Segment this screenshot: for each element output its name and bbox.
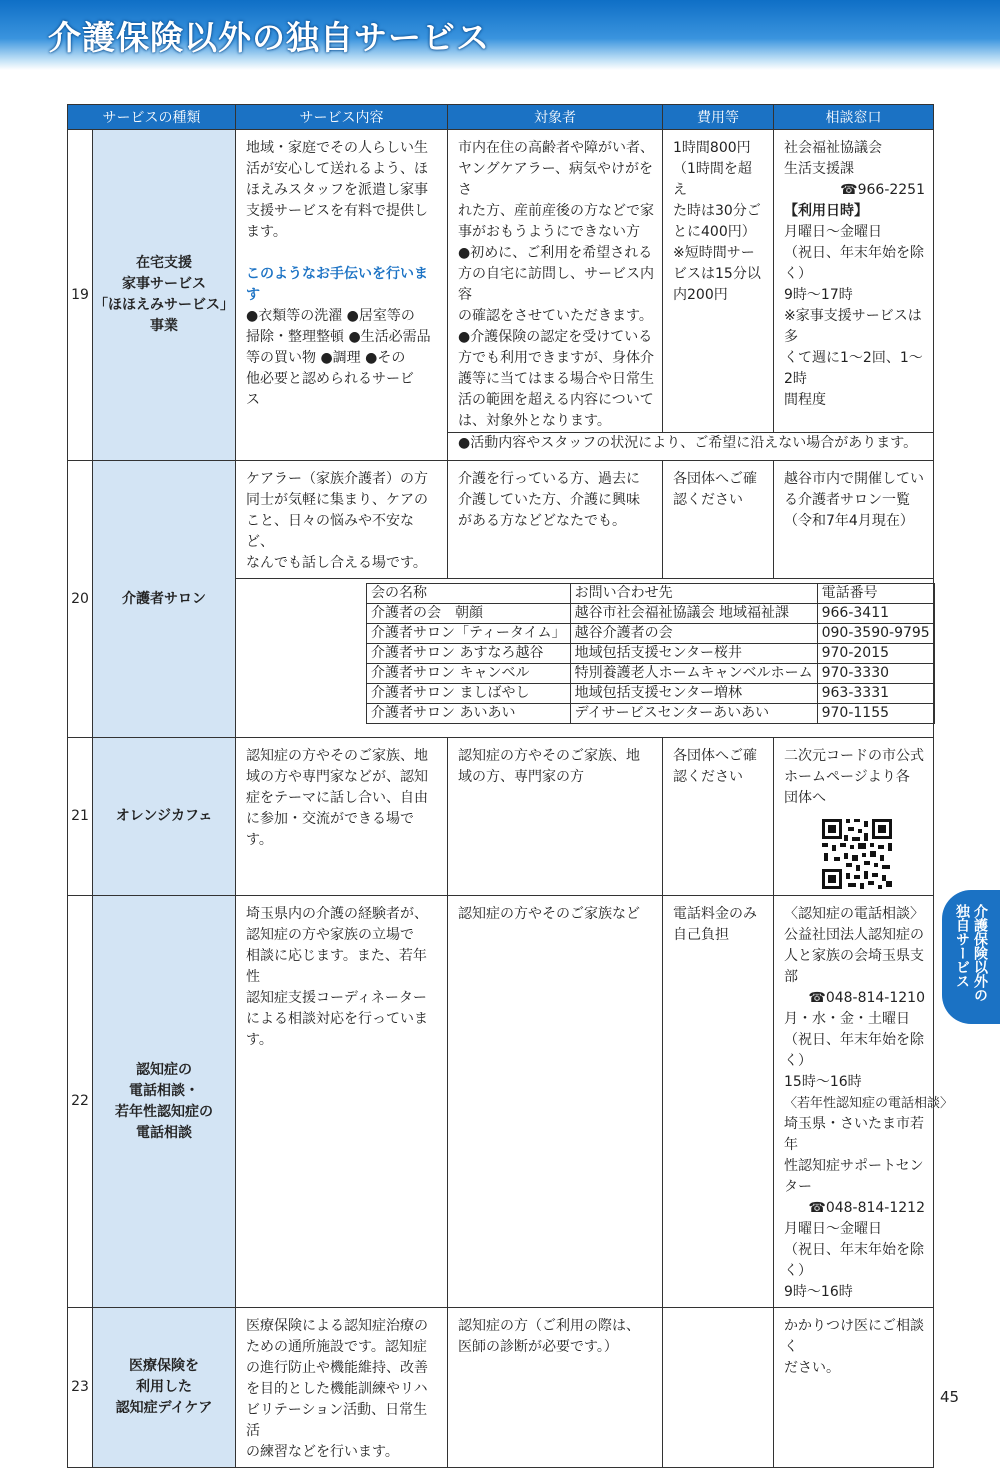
service-name-line: 「ほほえみサービス」 [94, 297, 234, 313]
service-name-line: 利用した [136, 1379, 192, 1395]
service-cost [663, 130, 774, 433]
service-target [448, 738, 663, 896]
service-content [236, 896, 448, 1308]
text-line: に参加・交流ができる場です。 [246, 811, 414, 848]
title-banner [0, 0, 1000, 70]
text-line: 認知症の方や家族の立場で [246, 927, 414, 943]
table-row [68, 896, 934, 1308]
salon-row [367, 604, 935, 624]
text-line: ださい。 [784, 1360, 840, 1376]
text-line: 域の方、専門家の方 [458, 769, 584, 785]
text-line: た時は30分ご [673, 203, 761, 219]
text-line: ※家事支援サービスは多 [784, 308, 922, 345]
service-content [236, 1308, 448, 1468]
text-line: （祝日、年末年始を除く） [784, 245, 924, 282]
text-line: の練習などを行います。 [246, 1444, 399, 1460]
service-name-line: 家事サービス [122, 276, 206, 292]
text-line: （祝日、年末年始を除く） [784, 1242, 924, 1279]
service-cost [663, 461, 774, 579]
text-line: 地域・家庭でその人らしい生 [246, 140, 428, 156]
text-line: 公益社団法人認知症の [784, 927, 924, 943]
salon-contact: 越谷市社会福祉協議会 地域福祉課 [570, 604, 817, 624]
service-name-line: 在宅支援 [136, 255, 192, 271]
service-content [236, 130, 448, 461]
text-line: の確認をさせていただきます。 [458, 308, 653, 324]
salon-header-row [367, 584, 935, 604]
service-contact [774, 1308, 934, 1468]
text-line: 介護していた方、介護に興味 [458, 492, 640, 508]
text-line: 域の方や専門家などが、認知 [246, 769, 428, 785]
service-contact [774, 461, 934, 579]
text-line: す。 [246, 1032, 273, 1048]
service-target [448, 130, 663, 433]
salon-name: 介護者の会 朝顔 [367, 604, 571, 624]
service-name-line: 事業 [150, 318, 178, 334]
header-contact: 相談窓口 [774, 105, 934, 130]
text-line: こと、日々の悩みや不安など、 [246, 513, 414, 550]
text-line: ほえみスタッフを派遣し家事 [246, 182, 428, 198]
text-line: ケアラー（家族介護者）の方 [246, 471, 428, 487]
text-line: 活が安心して送れるよう、ほ [246, 161, 428, 177]
salon-name: 介護者サロン あすなろ越谷 [367, 644, 571, 664]
service-cost [663, 896, 774, 1308]
text-line: 社会福祉協議会 [784, 140, 882, 156]
text-line: 同士が気軽に集まり、ケアの [246, 492, 428, 508]
service-name-line: 認知症の [136, 1061, 192, 1078]
text-line: （祝日、年末年始を除く） [784, 1032, 924, 1069]
text-line: くて週に1～2回、1～2時 [784, 350, 923, 387]
text-line: を目的とした機能訓練やリハ [246, 1381, 428, 1397]
table-row [68, 461, 934, 579]
salon-row [367, 644, 935, 664]
side-tab-line: 独自サービス [954, 904, 970, 988]
text-line: 人と家族の会埼玉県支部 [784, 948, 924, 985]
salon-row [367, 664, 935, 684]
phone-number: ☎048-814-1210 [808, 990, 925, 1006]
text-line: 活の範囲を超える内容について [458, 392, 654, 408]
text-line: 15時～16時 [784, 1074, 862, 1090]
salon-header-tel: 電話番号 [817, 584, 934, 604]
service-content [236, 461, 448, 579]
text-line: 相談に応じます。また、若年性 [246, 948, 427, 985]
phone-number: ☎048-814-1212 [808, 1200, 925, 1216]
text-line: 市内在住の高齢者や障がい者、 [458, 140, 654, 156]
service-name-line: 医療保険を [129, 1358, 199, 1374]
service-target [448, 461, 663, 579]
service-name [93, 738, 236, 896]
text-line: 症をテーマに話し合い、自由 [246, 790, 428, 806]
salon-row [367, 684, 935, 704]
service-contact [774, 130, 934, 433]
service-name-line: 介護者サロン [122, 590, 206, 607]
text-line: ●衣類等の洗濯 ●居室等の [246, 308, 415, 324]
text-line: 各団体へご確 [673, 748, 757, 764]
text-line: 認知症の方やそのご家族、地 [246, 748, 428, 764]
salon-tel: 970-3330 [817, 664, 934, 684]
service-name-line: 電話相談 [136, 1124, 192, 1141]
service-name-line: 若年性認知症の [115, 1103, 213, 1120]
text-line: なんでも話し合える場です。 [246, 555, 427, 571]
service-name-line: 電話相談・ [129, 1082, 199, 1099]
salon-row [367, 704, 935, 724]
service-name [93, 461, 236, 738]
text-line: ホームページより各 [784, 769, 910, 785]
text-line: 団体へ [784, 790, 826, 806]
text-line: 1時間800円 [673, 140, 751, 156]
service-name [93, 1308, 236, 1468]
salon-tel: 970-2015 [817, 644, 934, 664]
text-line: 認ください [673, 769, 743, 785]
service-cost [663, 738, 774, 896]
help-title: このようなお手伝いを行います [246, 266, 428, 303]
salon-contact: 地域包括支援センター増林 [570, 684, 817, 704]
text-line: ●活動内容やスタッフの状況により、ご希望に沿えない場合があります。 [458, 435, 918, 451]
service-content [236, 738, 448, 896]
text-line: 認ください [673, 492, 743, 508]
salon-header-name: 会の名称 [367, 584, 571, 604]
side-tab-line: 介護保険以外の [972, 904, 988, 1002]
row-number: 20 [68, 461, 93, 738]
text-line: 認知症の方やそのご家族、地 [458, 748, 640, 764]
text-line: 9時～16時 [784, 1284, 853, 1300]
salon-contact: 特別養護老人ホームキャンベルホーム [570, 664, 817, 684]
text-line: 介護を行っている方、過去に [458, 471, 640, 487]
text-line: とに400円） [673, 224, 756, 240]
service-name-line: 認知症デイケア [115, 1400, 213, 1416]
page-number: 45 [940, 1388, 960, 1406]
text-line: れた方、産前産後の方などで家 [458, 203, 654, 219]
text-line: ビリテーション活動、日常生活 [246, 1402, 428, 1439]
text-line: 等の買い物 ●調理 ●その [246, 350, 406, 366]
service-target [448, 1308, 663, 1468]
text-line: かかりつけ医にご相談く [784, 1318, 924, 1355]
hours-title: 【利用日時】 [784, 203, 868, 219]
text-line: による相談対応を行っていま [246, 1011, 428, 1027]
text-line: 月曜日～金曜日 [784, 1221, 882, 1237]
text-line: 越谷市内で開催してい [784, 471, 924, 487]
text-line: ビスは15分以 [673, 266, 761, 282]
text-line: 認知症の方やそのご家族など [458, 906, 640, 922]
text-line: 月・水・金・土曜日 [784, 1011, 910, 1027]
text-line: 間程度 [784, 392, 826, 408]
text-line: 内200円 [673, 287, 728, 303]
salon-contact: 越谷介護者の会 [570, 624, 817, 644]
table-row [68, 738, 934, 896]
service-name [93, 130, 236, 461]
text-line: 各団体へご確 [673, 471, 757, 487]
header-cost: 費用等 [663, 105, 774, 130]
row-number: 21 [68, 738, 93, 896]
service-target [448, 896, 663, 1308]
salon-contact: 地域包括支援センター桜井 [570, 644, 817, 664]
header-type: サービスの種類 [68, 105, 236, 130]
text-line: 9時～17時 [784, 287, 853, 303]
page-title: 介護保険以外の独自サービス [48, 18, 490, 57]
salon-row [367, 624, 935, 644]
text-line: ための通所施設です。認知症 [246, 1339, 427, 1355]
text-line: ます。 [246, 224, 287, 240]
salon-list-cell [236, 579, 934, 738]
salon-header-contact: お問い合わせ先 [570, 584, 817, 604]
service-cost [663, 1308, 774, 1468]
salon-tel: 090-3590-9795 [817, 624, 934, 644]
table-header [68, 105, 934, 130]
text-line: 性認知症サポートセンター [784, 1158, 924, 1195]
service-note [448, 433, 934, 461]
text-line: （1時間を超え [673, 161, 752, 198]
text-line: 護等に当てはまる場合や日常生 [458, 371, 654, 387]
text-line: 医師の診断が必要です。） [458, 1339, 618, 1355]
text-line: 生活支援課 [784, 161, 854, 177]
text-line: の進行防止や機能維持、改善 [246, 1360, 428, 1376]
salon-contact: デイサービスセンターあいあい [570, 704, 817, 724]
header-target: 対象者 [448, 105, 663, 130]
table-row [68, 1308, 934, 1468]
text-line: 埼玉県内の介護の経験者が、 [246, 906, 428, 922]
qr-code-icon[interactable] [820, 817, 894, 891]
text-line: 方の自宅に訪問し、サービス内容 [458, 266, 654, 303]
row-number: 22 [68, 896, 93, 1308]
text-line: 支援サービスを有料で提供し [246, 203, 428, 219]
text-line: （令和7年4月現在） [784, 513, 914, 529]
service-contact [774, 896, 954, 1308]
text-line: 電話料金のみ [673, 906, 757, 922]
text-line: ●介護保険の認定を受けている [458, 329, 653, 345]
salon-table [366, 583, 935, 724]
row-number: 23 [68, 1308, 93, 1468]
phone-number: ☎966-2251 [840, 182, 925, 198]
salon-tel: 963-3331 [817, 684, 934, 704]
text-line: 他必要と認められるサービ [246, 371, 414, 387]
salon-name: 介護者サロン「ティータイム」 [367, 624, 571, 644]
text-line: ※短時間サー [673, 245, 755, 261]
text-line: 認知症支援コーディネーター [246, 990, 427, 1006]
text-line: 〈認知症の電話相談〉 [784, 906, 924, 922]
table-row [68, 130, 934, 433]
text-line: 月曜日～金曜日 [784, 224, 882, 240]
text-line: ヤングケアラー、病気やけがをさ [458, 161, 654, 198]
text-line: は、対象外となります。 [458, 413, 611, 429]
text-line: 〈若年性認知症の電話相談〉 [784, 1096, 954, 1111]
salon-name: 介護者サロン あいあい [367, 704, 571, 724]
service-name-line: オレンジカフェ [115, 808, 213, 824]
salon-tel: 966-3411 [817, 604, 934, 624]
text-line: がある方などどなたでも。 [458, 513, 626, 529]
text-line: 埼玉県・さいたま市若年 [784, 1116, 924, 1153]
service-name [93, 896, 236, 1308]
salon-name: 介護者サロン ましばやし [367, 684, 571, 704]
text-line: る介護者サロン一覧 [784, 492, 910, 508]
text-line: 掃除・整理整頓 ●生活必需品 [246, 329, 431, 345]
salon-name: 介護者サロン キャンベル [367, 664, 571, 684]
text-line: 医療保険による認知症治療の [246, 1318, 428, 1334]
salon-tel: 970-1155 [817, 704, 934, 724]
text-line: 事がおもうようにできない方 [458, 224, 640, 240]
service-contact [774, 738, 934, 896]
text-line: ●初めに、ご利用を希望される [458, 245, 653, 261]
text-line: 自己負担 [673, 927, 729, 943]
text-line: 二次元コードの市公式 [784, 748, 924, 764]
header-content: サービス内容 [236, 105, 448, 130]
row-number: 19 [68, 130, 93, 461]
text-line: 認知症の方（ご利用の際は、 [458, 1318, 640, 1334]
text-line: 方でも利用できますが、身体介 [458, 350, 654, 366]
text-line: ス [246, 392, 260, 408]
section-side-tab[interactable] [942, 890, 1000, 1024]
